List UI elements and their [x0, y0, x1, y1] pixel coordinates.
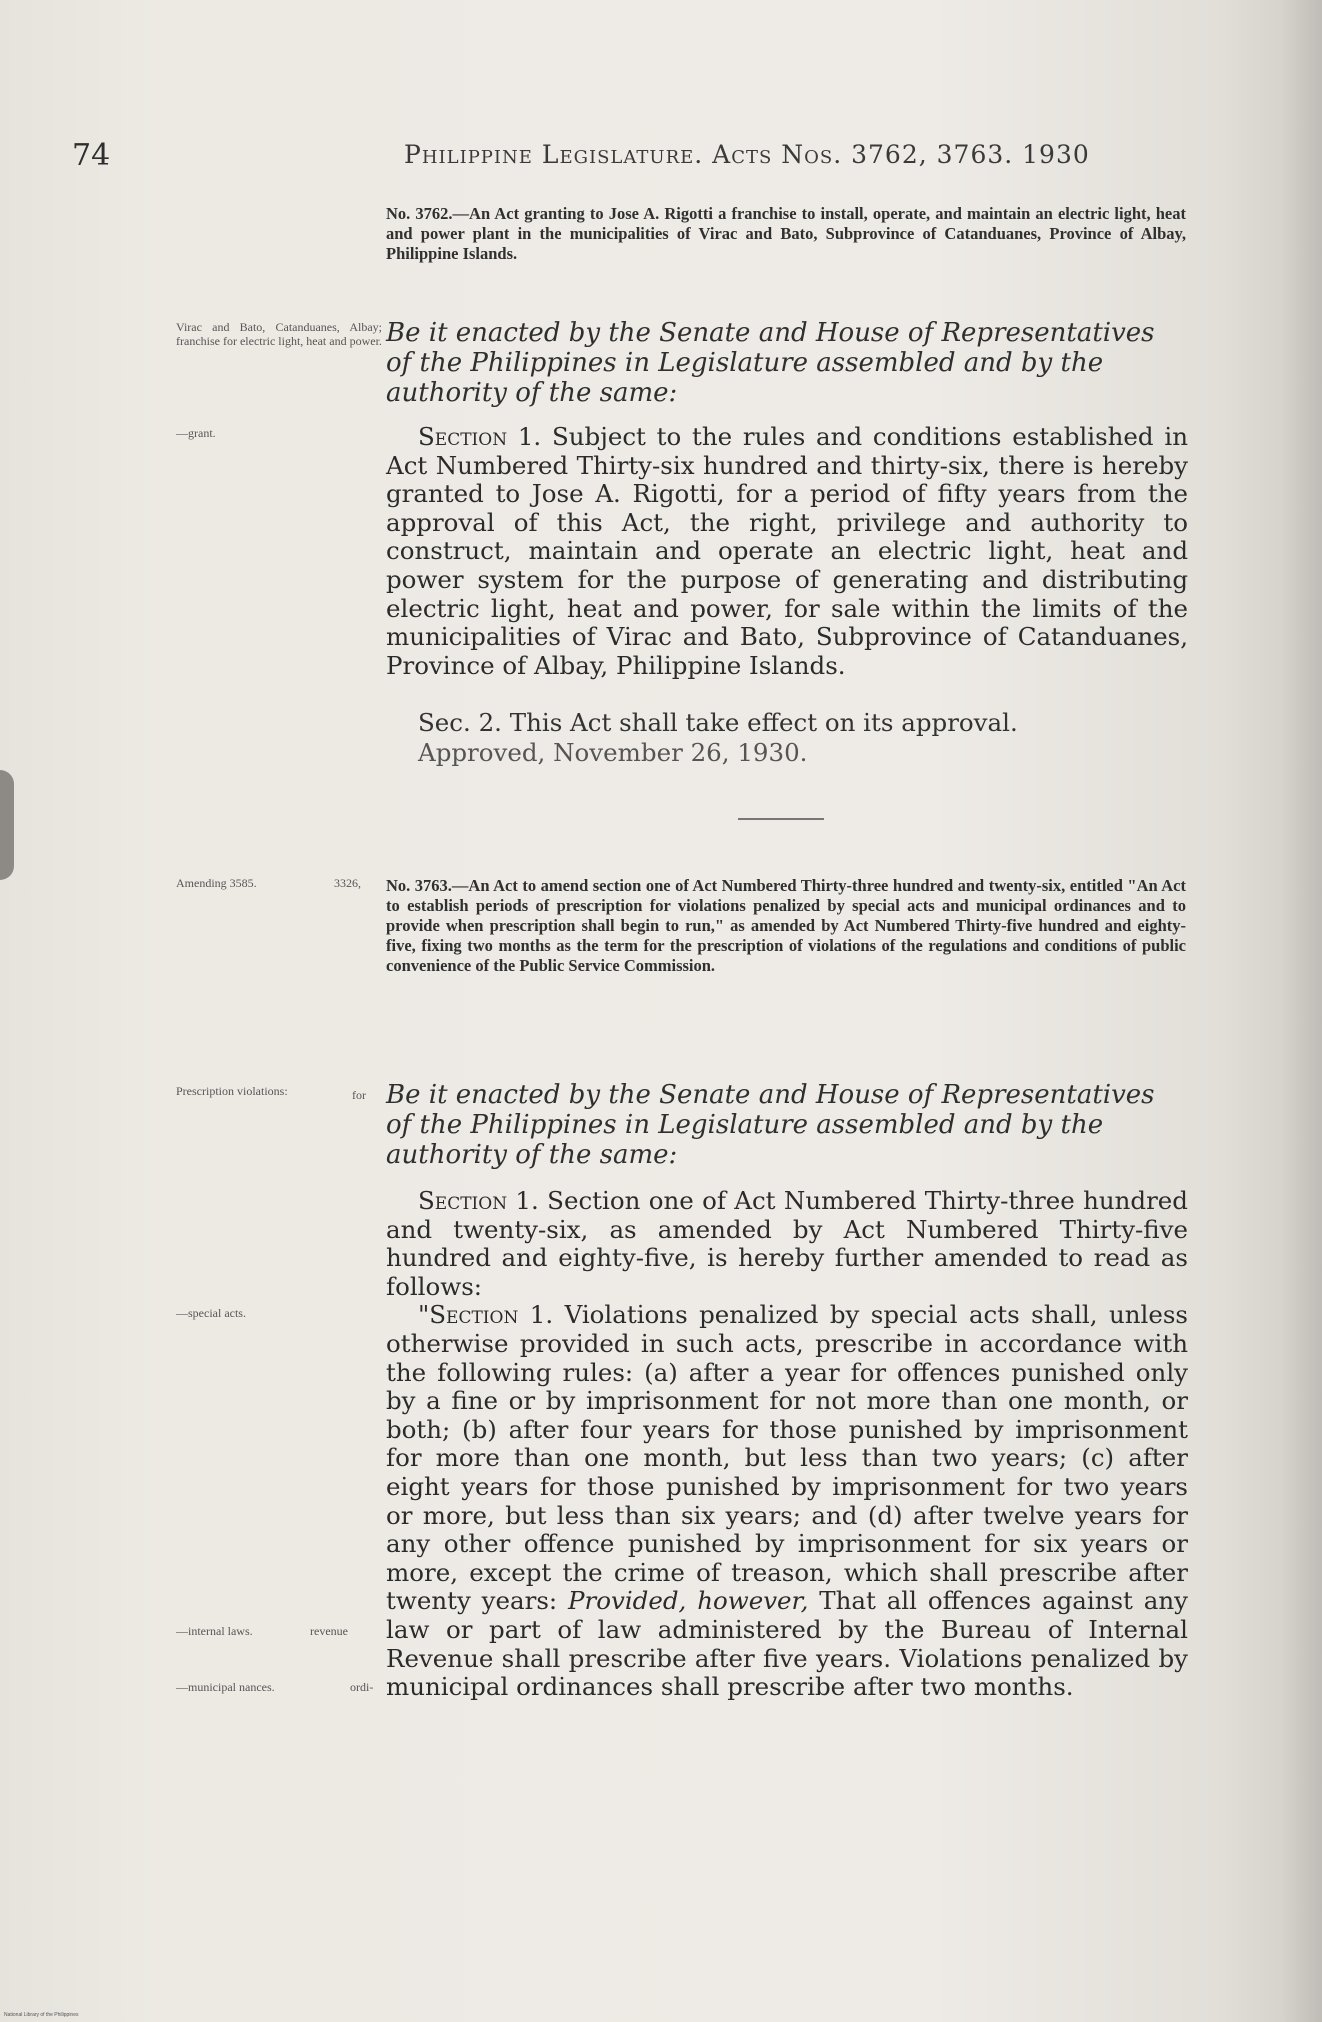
quoted-proviso: Provided, however,: [568, 1586, 809, 1616]
act-3763-body: [386, 1187, 1188, 1702]
act-3762-section-2: Sec. 2. This Act shall take effect on its approval.: [418, 708, 1018, 737]
running-head: Philippine Legislature. Acts Nos. 3762, 3763. 1930: [404, 140, 1090, 169]
act-3762-title: No. 3762.—An Act granting to Jose A. Rigotti a franchise to install, operate, and maintain an electric light, heat and power plant in the municipalities of Virac and Bato, Subprovince of Catanduanes, Province of Albay, Philippine Islands.: [386, 204, 1186, 263]
quoted-text-2: That all offences against any law or part of law administered by the Bureau of Internal Revenue shall prescribe after five years. Violations penalized by municipal ordinances shall prescribe after two months.: [386, 1586, 1189, 1702]
page-edge-shadow: [1282, 0, 1322, 2022]
section-lead: Section 1.: [418, 422, 542, 451]
scan-footer: National Library of the Philippines: [4, 2012, 79, 2018]
section-text: Subject to the rules and conditions established in Act Numbered Thirty-six hundred and thirty-six, there is hereby granted to Jose A. Rigotti, for a period of fifty years from the approval of this Act, the right, privilege and authority to construct, maintain and operate an electric light, heat and power system for the purpose of generating and distributing electric light, heat and power, for sale within the limits of the municipalities of Virac and Bato, Subprovince of Catanduanes, Province of Albay, Philippine Islands.: [386, 422, 1188, 680]
margin-note-internal: —internal laws.: [176, 1624, 253, 1638]
margin-note-municipal: —municipal nances.: [176, 1680, 275, 1694]
act-3762-enacting-clause: Be it enacted by the Senate and House of Representatives of the Philippines in Legislature assembled and by the authority of the same:: [386, 318, 1155, 408]
margin-note-amending-number: 3326,: [334, 876, 361, 890]
act-3763-section-1: [386, 1187, 1188, 1301]
quoted-lead: "Section 1.: [418, 1300, 554, 1330]
section-lead: Section 1.: [418, 1186, 539, 1215]
act-3763-quoted-section: [386, 1301, 1188, 1701]
margin-note-prescription-for: for: [352, 1088, 366, 1102]
binding-clip: [0, 770, 14, 880]
section-text: Section one of Act Numbered Thirty-three hundred and twenty-six, as amended by Act Numbered Thirty-five hundred and eighty-five, is hereby further amended to read as follows:: [386, 1186, 1188, 1301]
page-number: 74: [72, 138, 111, 173]
margin-note-special-acts: —special acts.: [176, 1306, 246, 1320]
margin-note-amending: Amending 3585.: [176, 876, 257, 890]
quoted-text-1: Violations penalized by special acts shall, unless otherwise provided in such acts, prescribe in accordance with the following rules: (a) after a year for offences punished only by a fine or by imprisonment for not more than one month, or both; (b) after four years for those punished by imprisonment for more than one month, but less than two years; (c) after eight years for those punished by imprisonment for two years or more, but less than six years; and (d) after twelve years for any other offence punished by imprisonment for six years or more, except the crime of treason, which shall prescribe after twenty years:: [386, 1300, 1189, 1616]
act-3763-enacting-clause: Be it enacted by the Senate and House of Representatives of the Philippines in Legislature assembled and by the authority of the same:: [386, 1080, 1155, 1170]
margin-note-ordi: ordi-: [350, 1680, 374, 1694]
margin-note-grant: —grant.: [176, 426, 216, 440]
margin-note-revenue: revenue: [310, 1624, 348, 1638]
act-3762-section-1: [386, 423, 1188, 680]
act-3763-title: No. 3763.—An Act to amend section one of Act Numbered Thirty-three hundred and twenty-six, entitled "An Act to establish periods of prescription for violations penalized by special acts and municipal ordinances and to provide when prescription shall begin to run," as amended by Act Numbered Thirty-five hundred and eighty-five, fixing two months as the term for the prescription of violations of the regulations and conditions of public convenience of the Public Service Commission.: [386, 876, 1186, 975]
section-divider: [738, 818, 824, 820]
margin-note-prescription: Prescription violations:: [176, 1084, 288, 1098]
margin-note-virac: Virac and Bato, Catanduanes, Albay; franchise for electric light, heat and power.: [176, 320, 382, 348]
act-3762-approved: Approved, November 26, 1930.: [418, 738, 808, 767]
